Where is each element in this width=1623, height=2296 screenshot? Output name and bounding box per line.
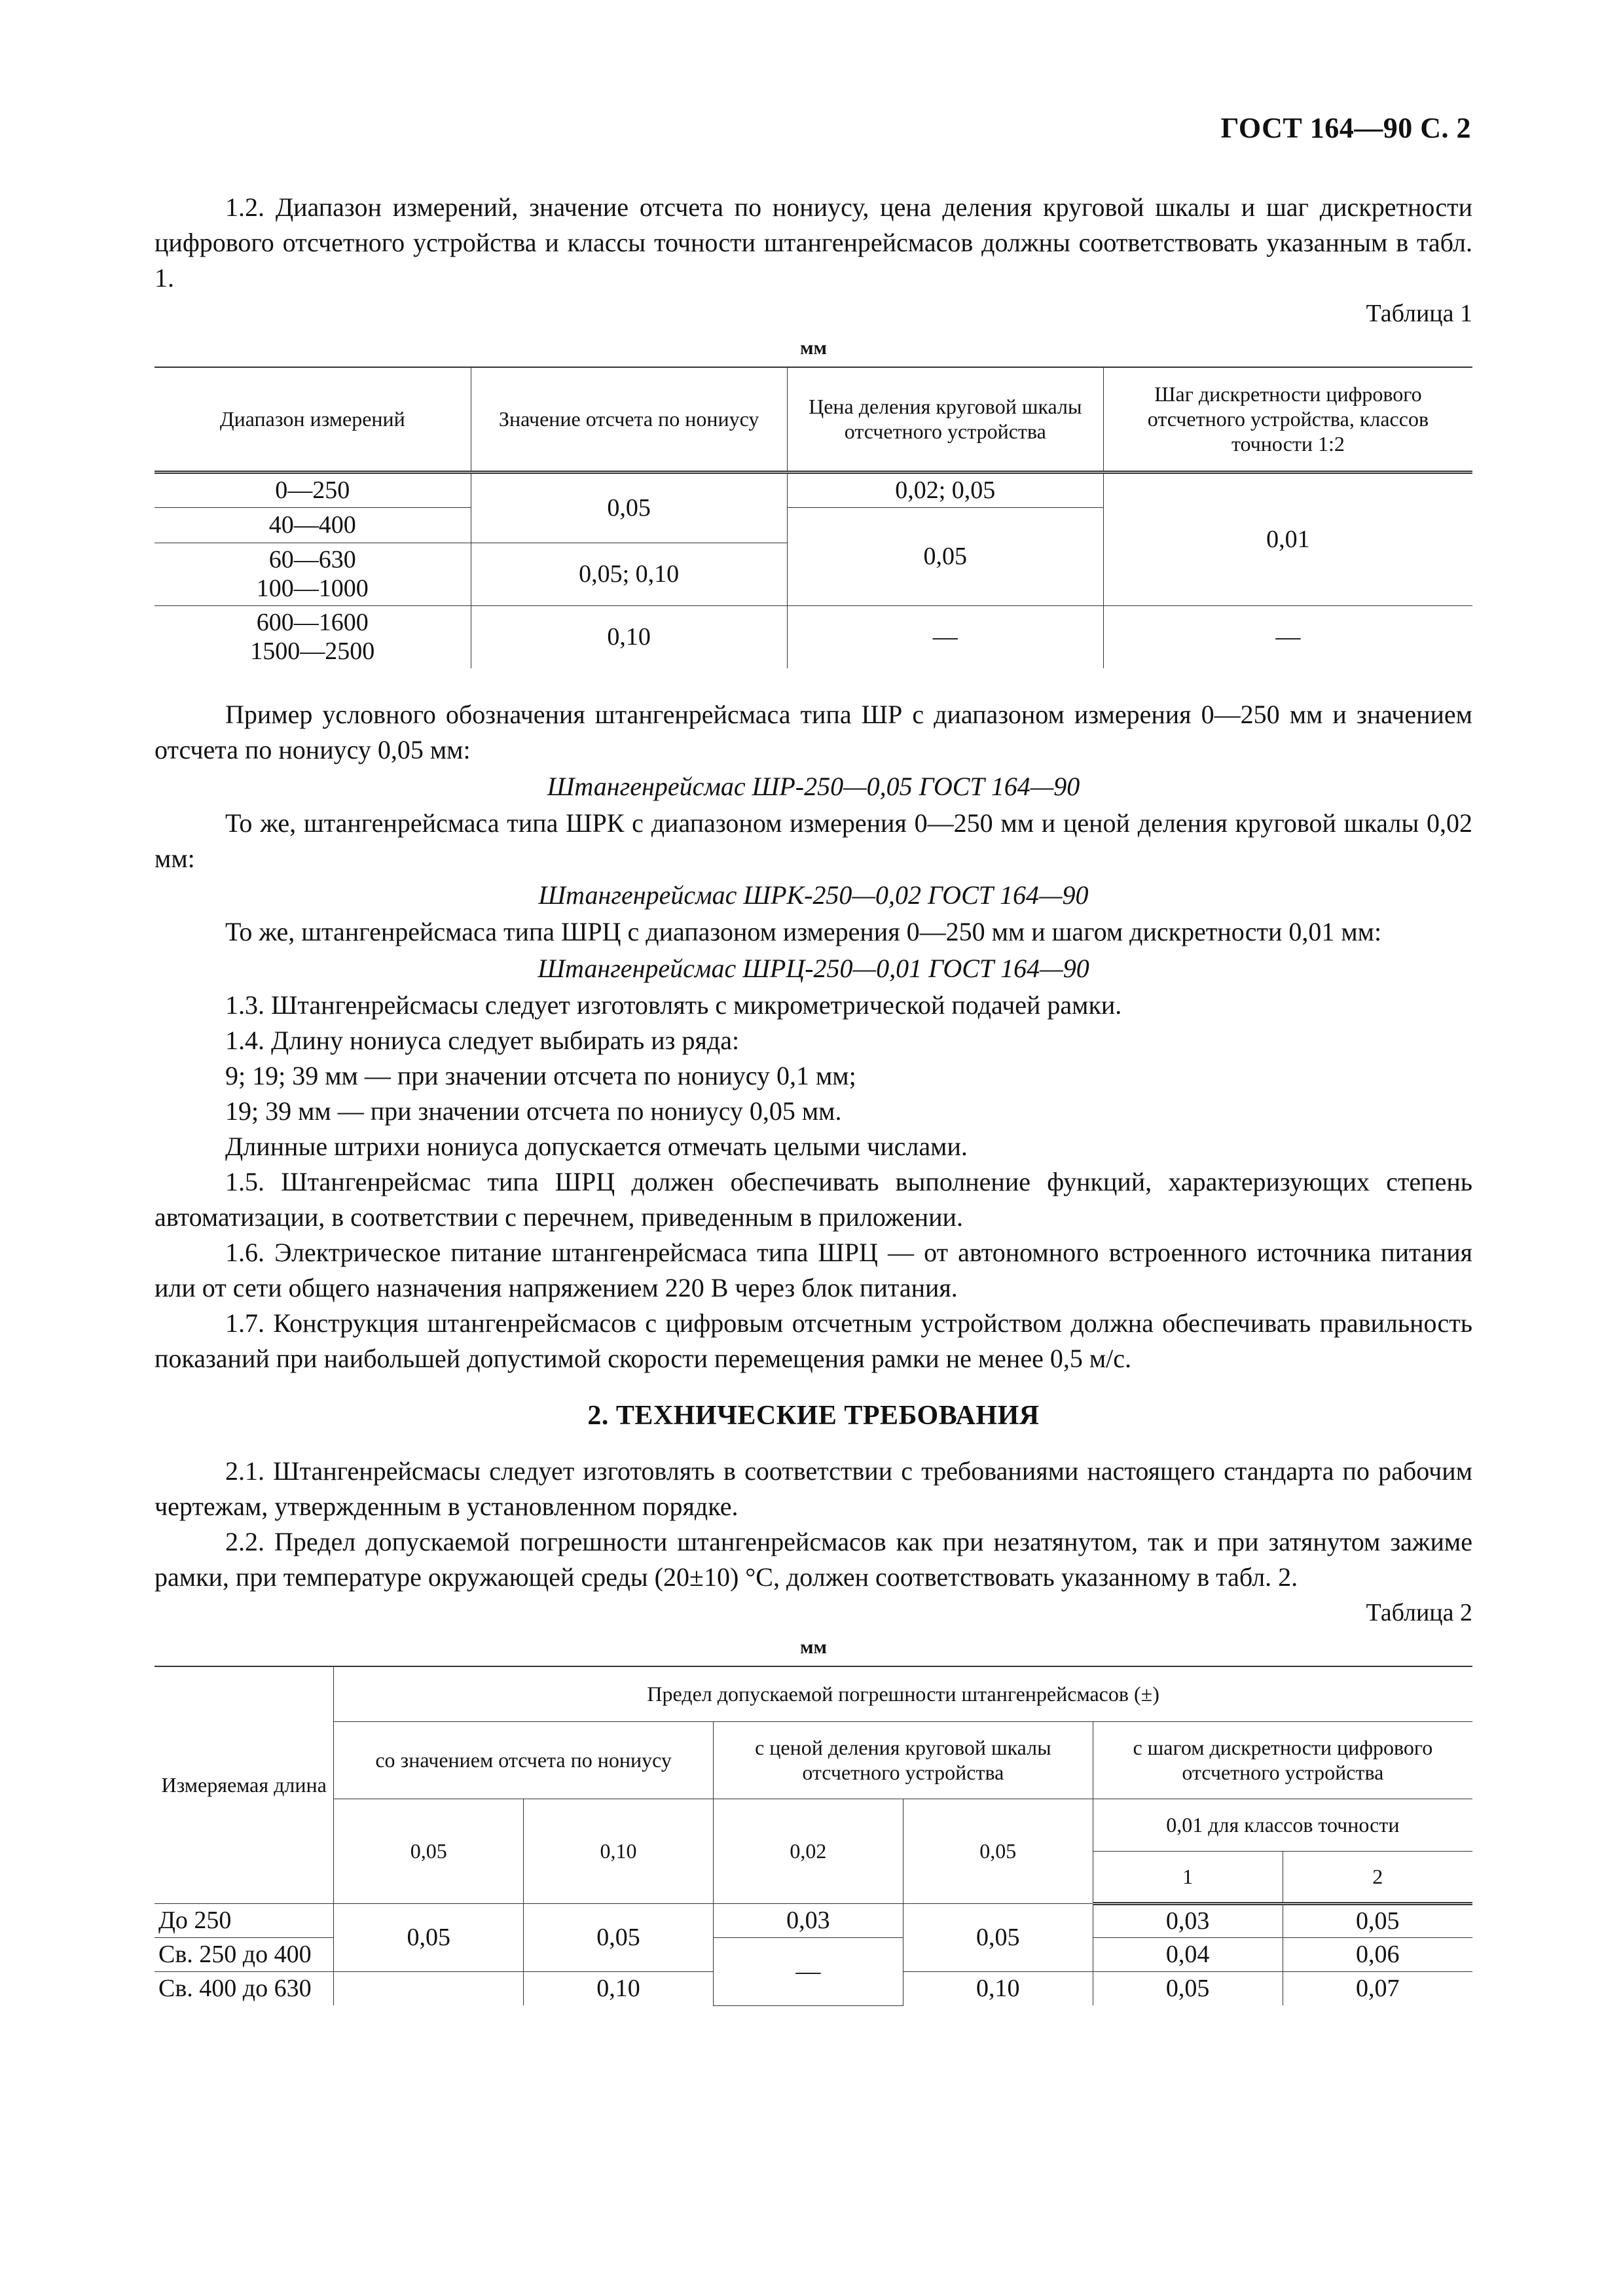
paragraph-2-1: 2.1. Штангенрейсмасы следует изготовлять в соответствии с требованиями настоящего стандарта по рабочим чертежам, утвержденным в установленном порядке. (155, 1456, 1472, 1521)
table1-cell-vernier: 0,05 (471, 472, 787, 543)
table2-header-group: Предел допускаемой погрешности штангенрейсмасов (±) (334, 1666, 1472, 1721)
paragraph-1-7: 1.7. Конструкция штангенрейсмасов с цифровым отсчетным устройством должна обеспечивать правильность показаний при наибольшей допустимой скорости перемещения рамки не менее 0,5 м/с. (155, 1308, 1472, 1373)
section-2-title: 2. ТЕХНИЧЕСКИЕ ТРЕБОВАНИЯ (587, 1401, 1040, 1431)
table2-unit: мм (800, 1636, 827, 1658)
table2-header-class2: 2 (1283, 1851, 1472, 1903)
table2-header-v05: 0,05 (334, 1799, 524, 1903)
table1-cell-dial: 0,02; 0,05 (787, 472, 1103, 507)
table1-header-vernier: Значение отсчета по нониусу (471, 367, 787, 472)
table2-cell-v10: 0,10 (524, 1971, 714, 2005)
page-content (155, 190, 1472, 2006)
table2-header-dial: с ценой деления круговой шкалы отсчетного устройства (713, 1721, 1093, 1799)
table2-caption: Таблица 2 (1366, 1599, 1472, 1626)
table1-cell-range-group (155, 543, 471, 605)
table2-header-vernier: со значением отсчета по нониусу (334, 1721, 714, 1799)
example3-intro: То же, штангенрейсмаса типа ШРЦ с диапазоном измерения 0—250 мм и шагом дискретности 0,01 мм: (225, 917, 1382, 946)
table2-cell-d02: — (713, 1937, 903, 2005)
example2-designation: Штангенрейсмас ШРК-250—0,02 ГОСТ 164—90 (538, 880, 1089, 910)
table2-header-class1: 1 (1093, 1851, 1283, 1903)
table1-cell-range: 1500—2500 (250, 637, 375, 666)
table2-header-d02: 0,02 (713, 1799, 903, 1903)
table2-cell-class1: 0,05 (1093, 1971, 1283, 2005)
table2-header-v10: 0,10 (524, 1799, 714, 1903)
table1-cell-range: 40—400 (155, 507, 471, 543)
paragraph-1-6: 1.6. Электрическое питание штангенрейсмаса типа ШРЦ — от автономного встроенного источника питания или от сети общего назначения напряжением 220 В через блок питания. (155, 1238, 1472, 1302)
table1-unit: мм (800, 337, 827, 359)
table1-cell-range: 0—250 (155, 472, 471, 507)
example3-designation: Штангенрейсмас ШРЦ-250—0,01 ГОСТ 164—90 (538, 954, 1089, 983)
table1-header-digital: Шаг дискретности цифрового отсчетного устройства, классов точности 1:2 (1103, 367, 1472, 472)
example1-designation: Штангенрейсмас ШР-250—0,05 ГОСТ 164—90 (547, 772, 1080, 801)
table1-cell-dial: 0,05 (787, 507, 1103, 605)
table1-cell-vernier: 0,10 (471, 605, 787, 668)
table1-header-dial: Цена деления круговой шкалы отсчетного устройства (787, 367, 1103, 472)
table2-cell-class2: 0,05 (1283, 1903, 1472, 1937)
paragraph-1-4: 1.4. Длину нониуса следует выбирать из ряда: (225, 1026, 740, 1055)
paragraph-1-2: 1.2. Диапазон измерений, значение отсчета по нониусу, цена деления круговой шкалы и шаг дискретности цифрового отсчетного устройства и классы точности штангенрейсмасов должны соответствовать указанным в табл. 1. (155, 192, 1472, 293)
table1-cell-digital: — (1103, 605, 1472, 668)
example2-intro: То же, штангенрейсмаса типа ШРК с диапазоном измерения 0—250 мм и ценой деления круговой шкалы 0,02 мм: (155, 808, 1472, 873)
table2-cell-d05: 0,05 (903, 1903, 1093, 1971)
paragraph-1-4-a: 9; 19; 39 мм — при значении отсчета по нониусу 0,1 мм; (225, 1061, 856, 1090)
table1-cell-digital: 0,01 (1103, 472, 1472, 605)
paragraph-1-4-b: 19; 39 мм — при значении отсчета по нониусу 0,05 мм. (225, 1096, 842, 1126)
table2-header-length: Измеряемая длина (155, 1666, 334, 1903)
table2-header-d05: 0,05 (903, 1799, 1093, 1903)
table1-header-range: Диапазон измерений (155, 367, 471, 472)
example1-intro: Пример условного обозначения штангенрейсмаса типа ШР с диапазоном измерения 0—250 мм и значением отсчета по нониусу 0,05 мм: (155, 700, 1472, 764)
table2-cell-class1: 0,03 (1093, 1903, 1283, 1937)
paragraph-1-5: 1.5. Штангенрейсмас типа ШРЦ должен обеспечивать выполнение функций, характеризующих степень автоматизации, в соответствии с перечнем, приведенным в приложении. (155, 1167, 1472, 1232)
table2-cell-class1: 0,04 (1093, 1937, 1283, 1971)
table1 (155, 367, 1472, 668)
table1-cell-range: 600—1600 (256, 609, 369, 637)
table2-cell-length: Св. 250 до 400 (155, 1937, 334, 1971)
table2-header-digital: с шагом дискретности цифрового отсчетного устройства (1093, 1721, 1472, 1799)
table1-caption: Таблица 1 (1366, 300, 1472, 327)
table1-cell-vernier: 0,05; 0,10 (471, 543, 787, 605)
table1-cell-range-group (155, 605, 471, 668)
table2-cell-d05: 0,10 (903, 1971, 1093, 2005)
table2-header-classes: 0,01 для классов точности (1093, 1799, 1472, 1851)
paragraph-2-2: 2.2. Предел допускаемой погрешности штангенрейсмасов как при незатянутом, так и при затянутом зажиме рамки, при температуре окружающей среды (20±10) °С, должен соответствовать указанному в табл. 2. (155, 1527, 1472, 1592)
paragraph-1-4-c: Длинные штрихи нониуса допускается отмечать целыми числами. (225, 1132, 968, 1161)
table1-cell-dial: — (787, 605, 1103, 668)
table2-cell-class2: 0,06 (1283, 1937, 1472, 1971)
table1-cell-range: 60—630 (268, 546, 356, 573)
table2 (155, 1666, 1472, 2006)
table2-cell-length: Св. 400 до 630 (155, 1971, 334, 2005)
paragraph-1-3: 1.3. Штангенрейсмасы следует изготовлять с микрометрической подачей рамки. (225, 990, 1122, 1020)
table2-cell-length: До 250 (155, 1903, 334, 1937)
table2-cell-v10: 0,05 (524, 1903, 714, 1971)
page-header: ГОСТ 164—90 С. 2 (1220, 112, 1471, 144)
table2-cell-v05: 0,05 (334, 1903, 524, 1971)
table1-cell-range: 100—1000 (256, 575, 369, 602)
table2-cell-d02: 0,03 (713, 1903, 903, 1937)
table2-cell-class2: 0,07 (1283, 1971, 1472, 2005)
table2-cell-v05-empty (334, 1971, 524, 2005)
